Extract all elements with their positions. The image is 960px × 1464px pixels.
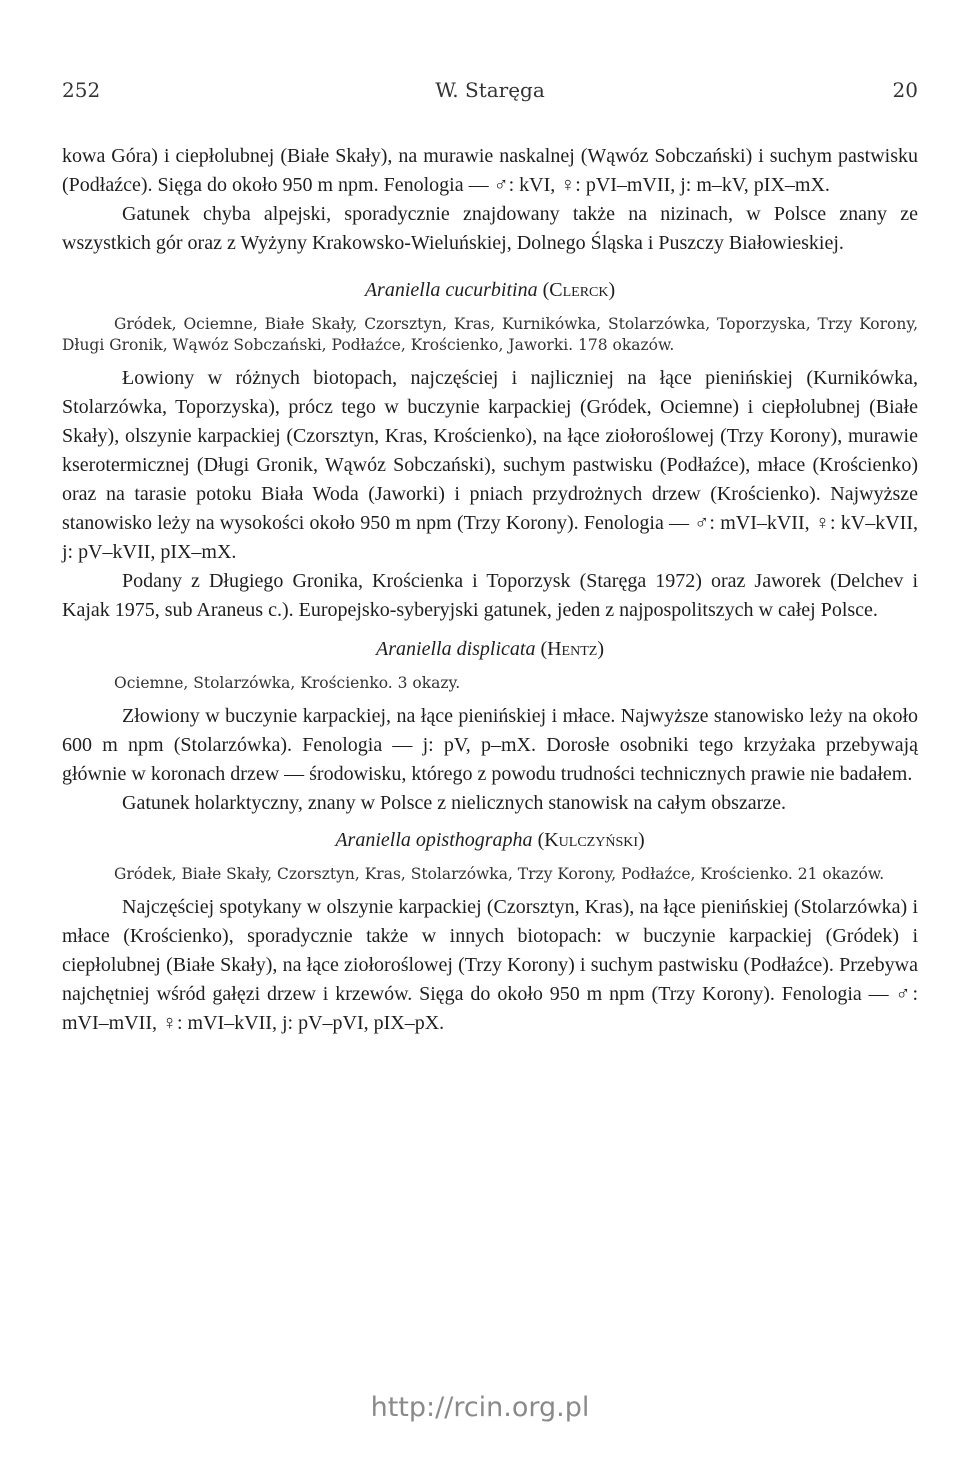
- locality-list: Ociemne, Stolarzówka, Krościenko. 3 okazy.: [114, 674, 461, 692]
- running-header: [62, 78, 918, 112]
- species-paragraph: Złowiony w buczynie karpackiej, na łące pienińskiej i młace. Najwyższe stanowisko leży na około 600 m npm (Stolarzówka). Fenologia — j: pV, p–mX. Dorosłe osobniki tego krzyżaka przebywają głównie w koronach drzew — środowisku, którego z powodu trudności technicznych prawie nie badałem.: [62, 705, 918, 785]
- species-paragraph: Podany z Długiego Gronika, Krościenka i Toporzysk (Staręga 1972) oraz Jaworek (Delchev i Kajak 1975, sub Araneus c.). Europejsko-syberyjski gatunek, jeden z najpospolitszych w całej Polsce.: [62, 570, 918, 621]
- species-name: Araniella cucurbitina: [364, 279, 538, 301]
- intro-paragraph: Gatunek chyba alpejski, sporadycznie znajdowany także na nizinach, w Polsce znany ze wszystkich gór oraz z Wyżyny Krakowsko-Wieluńskiej, Dolnego Śląska i Puszczy Białowieskiej.: [62, 203, 918, 254]
- species-heading: [62, 276, 918, 304]
- running-author: W. Staręga: [435, 78, 545, 102]
- species-name: Araniella opisthographa: [335, 829, 533, 851]
- locality-list: Gródek, Białe Skały, Czorsztyn, Kras, Stolarzówka, Trzy Korony, Podłaźce, Krościenko. 21 okazów.: [114, 865, 885, 883]
- species-name: Araniella displicata: [376, 638, 536, 660]
- species-heading: [62, 635, 918, 663]
- locality-list: Gródek, Ociemne, Białe Skały, Czorsztyn, Kras, Kurnikówka, Stolarzówka, Toporzyska, Trzy Korony, Długi Gronik, Wąwóz Sobczański, Podłaźce, Krościenko, Jaworki. 178 okazów.: [62, 315, 918, 354]
- body-text: [62, 142, 918, 1038]
- species-paragraph: Najczęściej spotykany w olszynie karpackiej (Czorsztyn, Kras), na łące pienińskiej (Stolarzówka) i młace (Krościenko), sporadycznie także w innych biotopach: w buczynie karpackiej (Gródek) i ciepłolubnej (Białe Skały), na łące ziołoroślowej (Trzy Korony) i suchym pastwisku (Podłaźce). Przebywa najchętniej wśród gałęzi drzew i krzewów. Sięga do około 950 m npm (Trzy Korony). Fenologia — ♂: mVI–mVII, ♀: mVI–kVII, j: pV–pVI, pIX–pX.: [62, 896, 918, 1034]
- species-author: (Hentz): [540, 638, 604, 660]
- species-author: (Clerck): [542, 279, 616, 301]
- watermark-url: http://rcin.org.pl: [370, 1392, 590, 1423]
- species-heading: [62, 826, 918, 854]
- page-number-left: 252: [62, 78, 101, 102]
- species-paragraph: Łowiony w różnych biotopach, najczęściej i najliczniej na łące pienińskiej (Kurnikówka, Stolarzówka, Toporzyska), prócz tego w buczynie karpackiej (Gródek, Ociemne) i ciepłolubnej (Białe Skały), olszynie karpackiej (Czorsztyn, Kras, Krościenko), na łące ziołoroślowej (Trzy Korony), murawie kserotermicznej (Długi Gronik, Wąwóz Sobczański), suchym pastwisku (Podłaźce), młace (Krościenko) oraz na tarasie potoku Biała Woda (Jaworki) i pniach przydrożnych drzew (Krościenko). Najwyższe stanowisko leży na wysokości około 950 m npm (Trzy Korony). Fenologia — ♂: mVI–kVII, ♀: kV–kVII, j: pV–kVII, pIX–mX.: [62, 367, 918, 563]
- page-number-right: 20: [892, 78, 918, 102]
- intro-paragraph: kowa Góra) i ciepłolubnej (Białe Skały), na murawie naskalnej (Wąwóz Sobczański) i suchym pastwisku (Podłaźce). Sięga do około 950 m npm. Fenologia — ♂: kVI, ♀: pVI–mVII, j: m–kV, pIX–mX.: [62, 145, 918, 196]
- species-author: (Kulczyński): [537, 829, 645, 851]
- species-paragraph: Gatunek holarktyczny, znany w Polsce z nielicznych stanowisk na całym obszarze.: [122, 792, 787, 814]
